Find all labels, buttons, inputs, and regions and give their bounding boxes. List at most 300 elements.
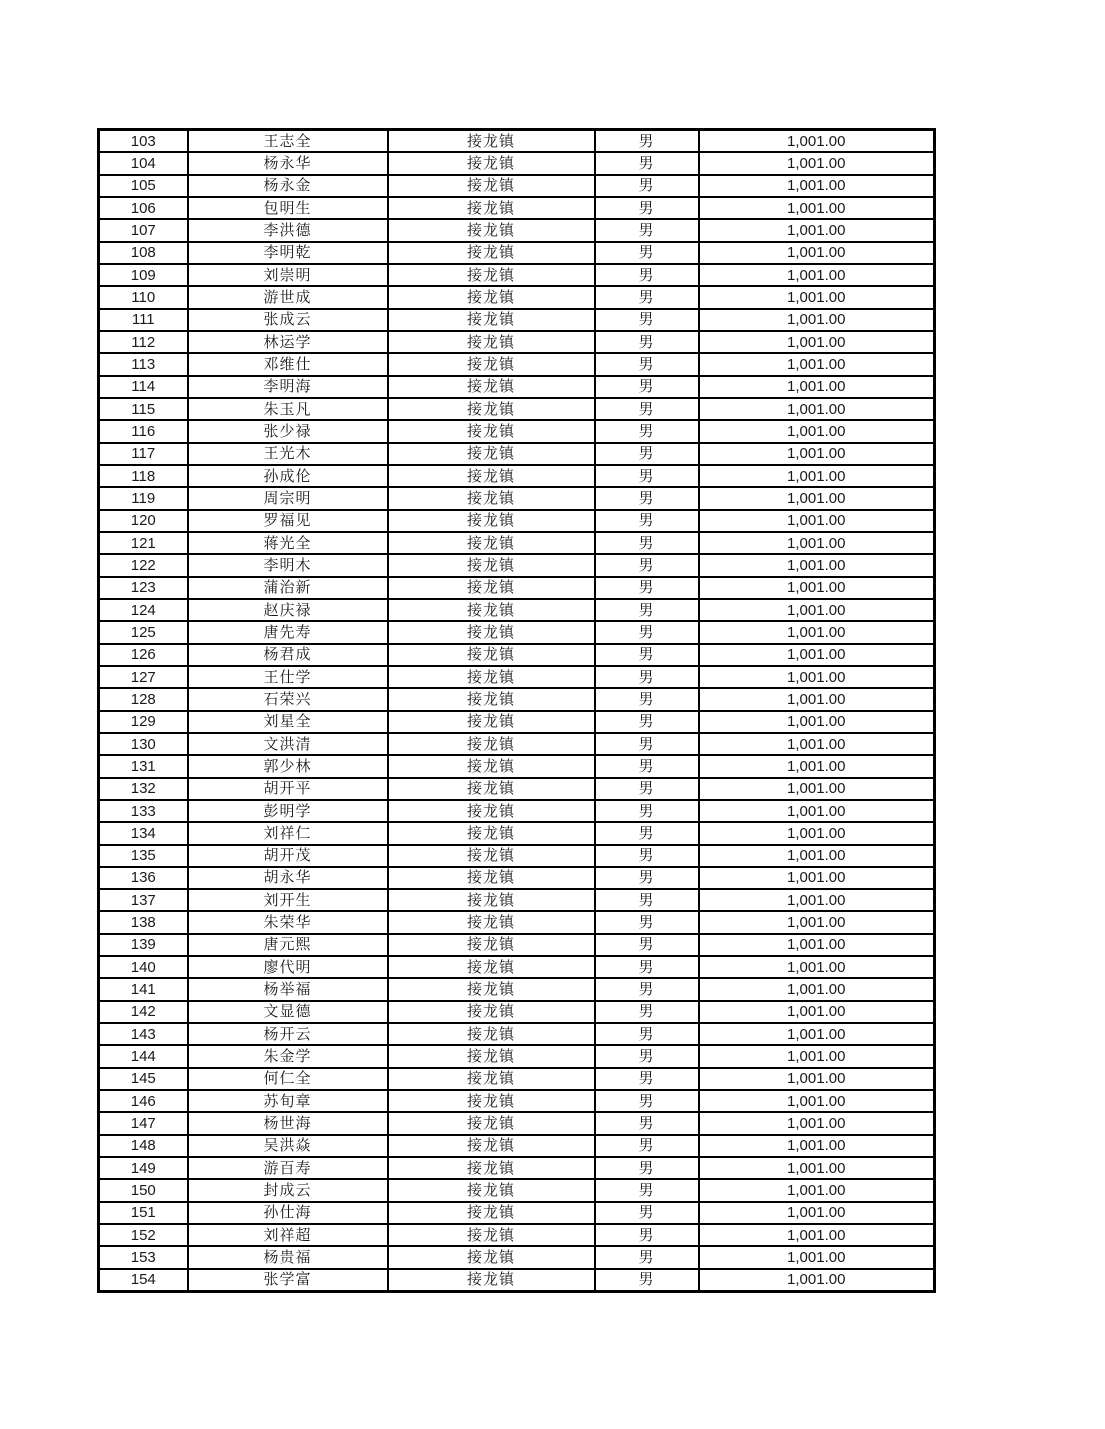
amount-cell: 1,001.00: [699, 152, 935, 174]
table-row: [99, 978, 935, 1000]
serial-cell: 126: [99, 644, 188, 666]
name-cell: 刘祥仁: [188, 822, 388, 844]
table-row: [99, 956, 935, 978]
amount-cell: 1,001.00: [699, 1246, 935, 1268]
gender-cell: 男: [595, 242, 699, 264]
town-cell: 接龙镇: [388, 353, 595, 375]
amount-cell: 1,001.00: [699, 1224, 935, 1246]
name-cell: 李明木: [188, 554, 388, 576]
table-row: [99, 398, 935, 420]
gender-cell: 男: [595, 1068, 699, 1090]
name-cell: 包明生: [188, 197, 388, 219]
gender-cell: 男: [595, 644, 699, 666]
town-cell: 接龙镇: [388, 1112, 595, 1134]
serial-cell: 122: [99, 554, 188, 576]
gender-cell: 男: [595, 1179, 699, 1201]
town-cell: 接龙镇: [388, 510, 595, 532]
amount-cell: 1,001.00: [699, 420, 935, 442]
table-row: [99, 1135, 935, 1157]
table-row: [99, 800, 935, 822]
table-row: [99, 666, 935, 688]
serial-cell: 124: [99, 599, 188, 621]
name-cell: 朱荣华: [188, 911, 388, 933]
serial-cell: 114: [99, 376, 188, 398]
name-cell: 杨君成: [188, 644, 388, 666]
serial-cell: 104: [99, 152, 188, 174]
gender-cell: 男: [595, 934, 699, 956]
town-cell: 接龙镇: [388, 1202, 595, 1224]
gender-cell: 男: [595, 1112, 699, 1134]
gender-cell: 男: [595, 688, 699, 710]
amount-cell: 1,001.00: [699, 644, 935, 666]
amount-cell: 1,001.00: [699, 1112, 935, 1134]
name-cell: 蒋光全: [188, 532, 388, 554]
town-cell: 接龙镇: [388, 956, 595, 978]
serial-cell: 152: [99, 1224, 188, 1246]
town-cell: 接龙镇: [388, 376, 595, 398]
table-row: [99, 443, 935, 465]
name-cell: 苏旬章: [188, 1090, 388, 1112]
town-cell: 接龙镇: [388, 666, 595, 688]
table-row: [99, 911, 935, 933]
table-body: [99, 130, 935, 1292]
town-cell: 接龙镇: [388, 532, 595, 554]
gender-cell: 男: [595, 956, 699, 978]
name-cell: 张学富: [188, 1269, 388, 1292]
gender-cell: 男: [595, 175, 699, 197]
gender-cell: 男: [595, 532, 699, 554]
town-cell: 接龙镇: [388, 1269, 595, 1292]
name-cell: 赵庆禄: [188, 599, 388, 621]
table-row: [99, 845, 935, 867]
town-cell: 接龙镇: [388, 1135, 595, 1157]
gender-cell: 男: [595, 1090, 699, 1112]
gender-cell: 男: [595, 867, 699, 889]
gender-cell: 男: [595, 130, 699, 153]
serial-cell: 153: [99, 1246, 188, 1268]
serial-cell: 130: [99, 733, 188, 755]
table-row: [99, 688, 935, 710]
table-row: [99, 1001, 935, 1023]
table-row: [99, 1224, 935, 1246]
gender-cell: 男: [595, 219, 699, 241]
gender-cell: 男: [595, 286, 699, 308]
amount-cell: 1,001.00: [699, 845, 935, 867]
table-row: [99, 532, 935, 554]
gender-cell: 男: [595, 398, 699, 420]
town-cell: 接龙镇: [388, 152, 595, 174]
town-cell: 接龙镇: [388, 398, 595, 420]
town-cell: 接龙镇: [388, 1023, 595, 1045]
serial-cell: 128: [99, 688, 188, 710]
table-row: [99, 264, 935, 286]
table-row: [99, 1246, 935, 1268]
amount-cell: 1,001.00: [699, 219, 935, 241]
amount-cell: 1,001.00: [699, 889, 935, 911]
name-cell: 林运学: [188, 331, 388, 353]
name-cell: 杨举福: [188, 978, 388, 1000]
serial-cell: 136: [99, 867, 188, 889]
town-cell: 接龙镇: [388, 309, 595, 331]
town-cell: 接龙镇: [388, 331, 595, 353]
amount-cell: 1,001.00: [699, 577, 935, 599]
town-cell: 接龙镇: [388, 1157, 595, 1179]
name-cell: 杨永华: [188, 152, 388, 174]
gender-cell: 男: [595, 889, 699, 911]
table-row: [99, 577, 935, 599]
amount-cell: 1,001.00: [699, 309, 935, 331]
amount-cell: 1,001.00: [699, 264, 935, 286]
gender-cell: 男: [595, 465, 699, 487]
amount-cell: 1,001.00: [699, 1090, 935, 1112]
name-cell: 唐先寿: [188, 621, 388, 643]
serial-cell: 125: [99, 621, 188, 643]
gender-cell: 男: [595, 554, 699, 576]
table-row: [99, 376, 935, 398]
amount-cell: 1,001.00: [699, 487, 935, 509]
town-cell: 接龙镇: [388, 175, 595, 197]
name-cell: 刘祥超: [188, 1224, 388, 1246]
gender-cell: 男: [595, 599, 699, 621]
town-cell: 接龙镇: [388, 978, 595, 1000]
table-row: [99, 1157, 935, 1179]
town-cell: 接龙镇: [388, 755, 595, 777]
gender-cell: 男: [595, 1269, 699, 1292]
amount-cell: 1,001.00: [699, 532, 935, 554]
town-cell: 接龙镇: [388, 130, 595, 153]
town-cell: 接龙镇: [388, 286, 595, 308]
amount-cell: 1,001.00: [699, 353, 935, 375]
town-cell: 接龙镇: [388, 599, 595, 621]
table-row: [99, 1068, 935, 1090]
town-cell: 接龙镇: [388, 1224, 595, 1246]
name-cell: 王志全: [188, 130, 388, 153]
town-cell: 接龙镇: [388, 242, 595, 264]
gender-cell: 男: [595, 778, 699, 800]
serial-cell: 141: [99, 978, 188, 1000]
serial-cell: 151: [99, 1202, 188, 1224]
serial-cell: 107: [99, 219, 188, 241]
amount-cell: 1,001.00: [699, 242, 935, 264]
town-cell: 接龙镇: [388, 644, 595, 666]
serial-cell: 123: [99, 577, 188, 599]
town-cell: 接龙镇: [388, 1179, 595, 1201]
town-cell: 接龙镇: [388, 688, 595, 710]
town-cell: 接龙镇: [388, 822, 595, 844]
serial-cell: 121: [99, 532, 188, 554]
serial-cell: 108: [99, 242, 188, 264]
town-cell: 接龙镇: [388, 577, 595, 599]
amount-cell: 1,001.00: [699, 911, 935, 933]
gender-cell: 男: [595, 1202, 699, 1224]
gender-cell: 男: [595, 1135, 699, 1157]
serial-cell: 117: [99, 443, 188, 465]
amount-cell: 1,001.00: [699, 465, 935, 487]
table-row: [99, 644, 935, 666]
name-cell: 彭明学: [188, 800, 388, 822]
serial-cell: 138: [99, 911, 188, 933]
serial-cell: 149: [99, 1157, 188, 1179]
name-cell: 吴洪焱: [188, 1135, 388, 1157]
table-row: [99, 1112, 935, 1134]
amount-cell: 1,001.00: [699, 1179, 935, 1201]
serial-cell: 120: [99, 510, 188, 532]
amount-cell: 1,001.00: [699, 934, 935, 956]
amount-cell: 1,001.00: [699, 398, 935, 420]
table-row: [99, 934, 935, 956]
serial-cell: 134: [99, 822, 188, 844]
name-cell: 李洪德: [188, 219, 388, 241]
table-row: [99, 175, 935, 197]
name-cell: 蒲治新: [188, 577, 388, 599]
gender-cell: 男: [595, 845, 699, 867]
town-cell: 接龙镇: [388, 219, 595, 241]
amount-cell: 1,001.00: [699, 1023, 935, 1045]
table-row: [99, 1045, 935, 1067]
amount-cell: 1,001.00: [699, 1269, 935, 1292]
table-row: [99, 1202, 935, 1224]
amount-cell: 1,001.00: [699, 733, 935, 755]
serial-cell: 112: [99, 331, 188, 353]
name-cell: 罗福见: [188, 510, 388, 532]
name-cell: 张成云: [188, 309, 388, 331]
serial-cell: 154: [99, 1269, 188, 1292]
town-cell: 接龙镇: [388, 1246, 595, 1268]
gender-cell: 男: [595, 487, 699, 509]
name-cell: 胡开茂: [188, 845, 388, 867]
amount-cell: 1,001.00: [699, 711, 935, 733]
amount-cell: 1,001.00: [699, 197, 935, 219]
table-row: [99, 554, 935, 576]
amount-cell: 1,001.00: [699, 755, 935, 777]
name-cell: 杨开云: [188, 1023, 388, 1045]
name-cell: 李明乾: [188, 242, 388, 264]
serial-cell: 103: [99, 130, 188, 153]
gender-cell: 男: [595, 1246, 699, 1268]
name-cell: 文显德: [188, 1001, 388, 1023]
table-row: [99, 219, 935, 241]
amount-cell: 1,001.00: [699, 599, 935, 621]
amount-cell: 1,001.00: [699, 376, 935, 398]
amount-cell: 1,001.00: [699, 978, 935, 1000]
serial-cell: 140: [99, 956, 188, 978]
serial-cell: 146: [99, 1090, 188, 1112]
amount-cell: 1,001.00: [699, 175, 935, 197]
table-row: [99, 711, 935, 733]
name-cell: 孙成伦: [188, 465, 388, 487]
name-cell: 刘开生: [188, 889, 388, 911]
serial-cell: 118: [99, 465, 188, 487]
gender-cell: 男: [595, 197, 699, 219]
gender-cell: 男: [595, 1224, 699, 1246]
name-cell: 游世成: [188, 286, 388, 308]
amount-cell: 1,001.00: [699, 130, 935, 153]
table-row: [99, 1179, 935, 1201]
table-row: [99, 867, 935, 889]
amount-cell: 1,001.00: [699, 666, 935, 688]
name-cell: 文洪清: [188, 733, 388, 755]
amount-cell: 1,001.00: [699, 1135, 935, 1157]
gender-cell: 男: [595, 353, 699, 375]
table-row: [99, 778, 935, 800]
town-cell: 接龙镇: [388, 934, 595, 956]
serial-cell: 110: [99, 286, 188, 308]
town-cell: 接龙镇: [388, 554, 595, 576]
amount-cell: 1,001.00: [699, 688, 935, 710]
name-cell: 廖代明: [188, 956, 388, 978]
town-cell: 接龙镇: [388, 420, 595, 442]
gender-cell: 男: [595, 1157, 699, 1179]
gender-cell: 男: [595, 443, 699, 465]
table-row: [99, 1090, 935, 1112]
gender-cell: 男: [595, 733, 699, 755]
gender-cell: 男: [595, 1023, 699, 1045]
serial-cell: 127: [99, 666, 188, 688]
amount-cell: 1,001.00: [699, 1001, 935, 1023]
gender-cell: 男: [595, 152, 699, 174]
town-cell: 接龙镇: [388, 711, 595, 733]
gender-cell: 男: [595, 577, 699, 599]
table-row: [99, 733, 935, 755]
gender-cell: 男: [595, 800, 699, 822]
table-row: [99, 755, 935, 777]
town-cell: 接龙镇: [388, 264, 595, 286]
gender-cell: 男: [595, 309, 699, 331]
name-cell: 杨永金: [188, 175, 388, 197]
town-cell: 接龙镇: [388, 845, 595, 867]
serial-cell: 145: [99, 1068, 188, 1090]
name-cell: 李明海: [188, 376, 388, 398]
name-cell: 唐元熙: [188, 934, 388, 956]
amount-cell: 1,001.00: [699, 554, 935, 576]
name-cell: 何仁全: [188, 1068, 388, 1090]
serial-cell: 144: [99, 1045, 188, 1067]
amount-cell: 1,001.00: [699, 443, 935, 465]
amount-cell: 1,001.00: [699, 956, 935, 978]
table-row: [99, 599, 935, 621]
amount-cell: 1,001.00: [699, 822, 935, 844]
name-cell: 王仕学: [188, 666, 388, 688]
table-row: [99, 510, 935, 532]
amount-cell: 1,001.00: [699, 510, 935, 532]
town-cell: 接龙镇: [388, 778, 595, 800]
table-row: [99, 197, 935, 219]
serial-cell: 109: [99, 264, 188, 286]
serial-cell: 111: [99, 309, 188, 331]
amount-cell: 1,001.00: [699, 800, 935, 822]
gender-cell: 男: [595, 666, 699, 688]
name-cell: 朱玉凡: [188, 398, 388, 420]
amount-cell: 1,001.00: [699, 1068, 935, 1090]
table-row: [99, 420, 935, 442]
town-cell: 接龙镇: [388, 443, 595, 465]
serial-cell: 105: [99, 175, 188, 197]
amount-cell: 1,001.00: [699, 1202, 935, 1224]
name-cell: 杨世海: [188, 1112, 388, 1134]
serial-cell: 115: [99, 398, 188, 420]
gender-cell: 男: [595, 264, 699, 286]
serial-cell: 116: [99, 420, 188, 442]
town-cell: 接龙镇: [388, 487, 595, 509]
serial-cell: 132: [99, 778, 188, 800]
town-cell: 接龙镇: [388, 1068, 595, 1090]
town-cell: 接龙镇: [388, 621, 595, 643]
table-row: [99, 331, 935, 353]
table-row: [99, 621, 935, 643]
gender-cell: 男: [595, 822, 699, 844]
town-cell: 接龙镇: [388, 889, 595, 911]
name-cell: 杨贵福: [188, 1246, 388, 1268]
gender-cell: 男: [595, 331, 699, 353]
table-row: [99, 242, 935, 264]
name-cell: 胡开平: [188, 778, 388, 800]
gender-cell: 男: [595, 711, 699, 733]
serial-cell: 106: [99, 197, 188, 219]
name-cell: 邓维仕: [188, 353, 388, 375]
gender-cell: 男: [595, 1001, 699, 1023]
table-row: [99, 309, 935, 331]
serial-cell: 142: [99, 1001, 188, 1023]
table-row: [99, 353, 935, 375]
serial-cell: 133: [99, 800, 188, 822]
town-cell: 接龙镇: [388, 1090, 595, 1112]
serial-cell: 143: [99, 1023, 188, 1045]
amount-cell: 1,001.00: [699, 867, 935, 889]
serial-cell: 129: [99, 711, 188, 733]
name-cell: 游百寿: [188, 1157, 388, 1179]
gender-cell: 男: [595, 1045, 699, 1067]
name-cell: 刘星全: [188, 711, 388, 733]
name-cell: 郭少林: [188, 755, 388, 777]
gender-cell: 男: [595, 755, 699, 777]
name-cell: 封成云: [188, 1179, 388, 1201]
serial-cell: 113: [99, 353, 188, 375]
gender-cell: 男: [595, 420, 699, 442]
gender-cell: 男: [595, 510, 699, 532]
table-row: [99, 130, 935, 153]
serial-cell: 135: [99, 845, 188, 867]
name-cell: 朱金学: [188, 1045, 388, 1067]
town-cell: 接龙镇: [388, 911, 595, 933]
serial-cell: 139: [99, 934, 188, 956]
name-cell: 张少禄: [188, 420, 388, 442]
town-cell: 接龙镇: [388, 197, 595, 219]
town-cell: 接龙镇: [388, 1045, 595, 1067]
serial-cell: 119: [99, 487, 188, 509]
gender-cell: 男: [595, 376, 699, 398]
town-cell: 接龙镇: [388, 1001, 595, 1023]
table-row: [99, 1023, 935, 1045]
name-cell: 孙仕海: [188, 1202, 388, 1224]
table-row: [99, 889, 935, 911]
roster-table: [97, 128, 936, 1293]
table-row: [99, 822, 935, 844]
amount-cell: 1,001.00: [699, 778, 935, 800]
town-cell: 接龙镇: [388, 465, 595, 487]
town-cell: 接龙镇: [388, 800, 595, 822]
serial-cell: 131: [99, 755, 188, 777]
town-cell: 接龙镇: [388, 733, 595, 755]
serial-cell: 147: [99, 1112, 188, 1134]
name-cell: 王光木: [188, 443, 388, 465]
gender-cell: 男: [595, 978, 699, 1000]
table-row: [99, 487, 935, 509]
amount-cell: 1,001.00: [699, 286, 935, 308]
table-row: [99, 1269, 935, 1292]
table-row: [99, 286, 935, 308]
name-cell: 胡永华: [188, 867, 388, 889]
name-cell: 石荣兴: [188, 688, 388, 710]
